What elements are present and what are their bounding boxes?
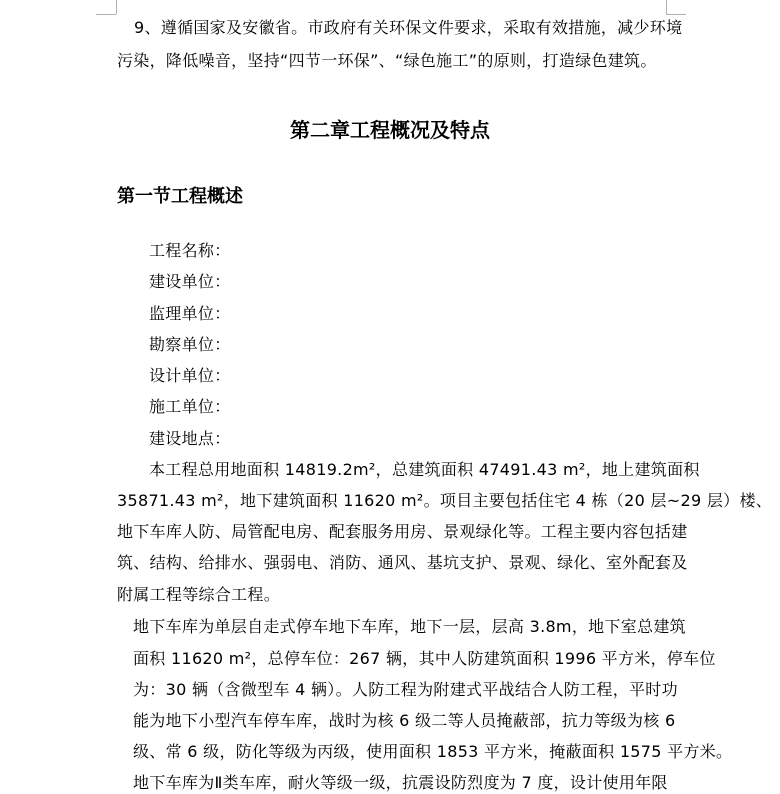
section-title: 第一节工程概述 <box>117 186 243 207</box>
paragraph2-line-1: 地下车库为单层自走式停车地下车库，地下一层，层高 3.8m，地下室总建筑 <box>133 617 686 636</box>
paragraph1-line-1: 本工程总用地面积 14819.2m²，总建筑面积 47491.43 m²，地上建筑面积 <box>149 460 700 479</box>
left-margin-marker <box>116 0 117 14</box>
paragraph1-line-3: 地下车库人防、局管配电房、配套服务用房、景观绿化等。工程主要内容包括建 <box>117 522 688 541</box>
field-design-unit: 设计单位： <box>149 366 231 385</box>
field-project-name: 工程名称： <box>149 241 231 260</box>
field-owner: 建设单位： <box>149 272 231 291</box>
field-construction-unit: 施工单位： <box>149 397 231 416</box>
chapter-title: 第二章工程概况及特点 <box>290 118 490 142</box>
field-survey-unit: 勘察单位： <box>149 335 231 354</box>
paragraph2-line-3: 为：30 辆（含微型车 4 辆）。人防工程为附建式平战结合人防工程，平时功 <box>133 680 678 699</box>
paragraph2-line-5: 级、常 6 级，防化等级为丙级，使用面积 1853 平方米，掩蔽面积 1575 平方米。 <box>133 742 733 761</box>
paragraph2-line-6: 地下车库为Ⅱ类车库，耐火等级一级，抗震设防烈度为 7 度，设计使用年限 <box>133 773 668 792</box>
paragraph1-line-4: 筑、结构、给排水、强弱电、消防、通风、基坑支护、景观、绿化、室外配套及 <box>117 553 688 572</box>
field-location: 建设地点： <box>149 429 231 448</box>
paragraph2-line-2: 面积 11620 m²，总停车位：267 辆，其中人防建筑面积 1996 平方米，停车位 <box>133 649 716 668</box>
field-supervisor: 监理单位： <box>149 304 231 323</box>
right-margin-marker <box>666 0 667 14</box>
right-margin-marker-horizontal <box>666 14 686 15</box>
intro-line-2: 污染，降低噪音，坚持“四节一环保”、“绿色施工”的原则，打造绿色建筑。 <box>117 51 657 70</box>
paragraph1-line-2: 35871.43 m²，地下建筑面积 11620 m²。项目主要包括住宅 4 栋（20 层~29 层）楼、 <box>117 491 773 510</box>
intro-line-1: 9、遵循国家及安徽省。市政府有关环保文件要求，采取有效措施，减少环境 <box>134 18 683 37</box>
left-margin-marker-horizontal <box>96 14 116 15</box>
paragraph2-line-4: 能为地下小型汽车停车库，战时为核 6 级二等人员掩蔽部，抗力等级为核 6 <box>133 711 676 730</box>
paragraph1-line-5: 附属工程等综合工程。 <box>117 585 281 604</box>
